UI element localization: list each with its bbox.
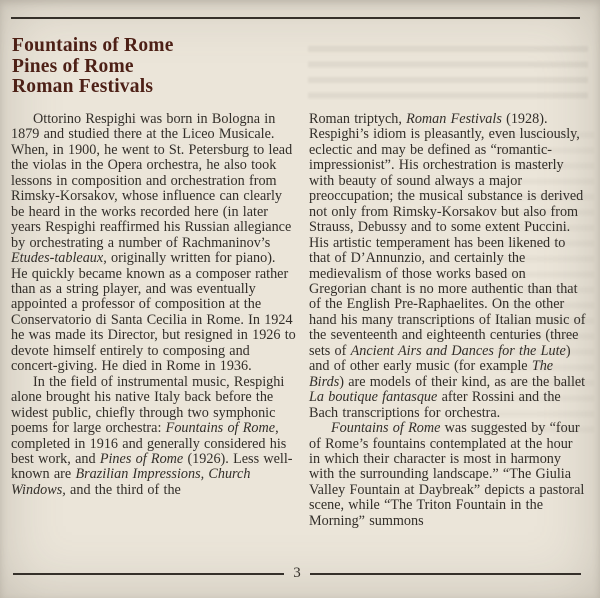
text-run: was suggested by “four of Rome’s fountains contemplated at the hour in which their character is most in harmony with the surrounding landscape.” “The Giulia Valley Fountain at Daybreak” depicts a pastoral scene, while “The Triton Fountain in the Morning” summons [309, 420, 585, 529]
text-run: Ottorino Respighi was born in Bologna in 1879 and studied there at the Liceo Musicale. When, in 1900, he went to St. Petersburg to lead the violas in the Opera orchestra, he also took lessons in composition and orchestration from Rimsky-Korsakov, whose influence can clearly be heard in the works recorded here (in later years Respighi reaffirmed his Russian allegiance by orchestrating a number of Rachmaninov’s [11, 111, 293, 251]
paragraph [11, 375, 296, 499]
text-run: ) and of other early music (for example [309, 342, 571, 375]
italic-text-run: Fountains of Rome [165, 420, 276, 437]
text-run: (1926). Less well-known are [11, 450, 293, 483]
italic-text-run: Roman Festivals [406, 111, 502, 127]
title-line-3: Roman Festivals [12, 76, 154, 97]
italic-text-run: Etudes-tableaux [11, 250, 104, 267]
title-line-2: Pines of Rome [12, 55, 134, 77]
italic-text-run: Church Windows, [11, 466, 251, 498]
text-run: In the field of instrumental music, Respighi alone brought his native Italy back before the widest public, chiefly through two symphonic poems for large orchestra: [11, 373, 285, 437]
page-title [12, 36, 174, 98]
text-run: , originally written for piano). He quickly became known as a composer rather than as a string player, and was eventually appointed a professor of composition at the Conservatorio di Santa Cecilia in Rome. In 1924 he was made its Director, but resigned in 1926 to devote himself entirely to composing and concert-giving. He died in Rome in 1936. [11, 250, 296, 375]
footer-rule-right [310, 573, 581, 575]
text-columns [11, 112, 586, 529]
italic-text-run: Ancient Airs and Dances for the Lute [350, 342, 566, 359]
page-number: 3 [293, 564, 301, 581]
paragraph [11, 112, 296, 375]
italic-text-run: Brazilian Impressions, [75, 466, 205, 483]
text-run: ) are models of their kind, as are the ballet [339, 373, 586, 390]
text-run: Roman triptych, [309, 111, 407, 127]
top-rule [11, 17, 580, 19]
text-run: and the third of the [65, 481, 181, 498]
paragraph [309, 421, 586, 529]
text-run: after Rossini and the Bach transcriptions for orchestra. [309, 389, 561, 421]
italic-text-run: La boutique fantasque [309, 389, 438, 406]
italic-text-run: The Birds [309, 358, 554, 390]
footer-rule-left [13, 573, 284, 575]
showthrough-artifact-top [308, 42, 588, 108]
italic-text-run: Fountains of Rome [331, 420, 441, 437]
italic-text-run: Pines of Rome [99, 450, 184, 467]
title-line-1: Fountains of Rome [12, 35, 174, 56]
paragraph [309, 112, 586, 421]
column-left [11, 112, 296, 529]
page-footer [13, 566, 581, 582]
text-run: (1928). Respighi’s idiom is pleasantly, even lusciously, eclectic and may be defined as “romantic-impressionist”. His orchestration is masterly with beauty of sound always a major preoccupation; the musical substance is derived not only from Rimsky-Korsakov but also from Strauss, Debussy and to some extent Puccini. His artistic temperament has been likened to that of D’Annunzio, and certainly the medievalism of those works based on Gregorian chant is no more authentic than that of the English Pre-Raphaelites. On the other hand his many transcriptions of Italian music of the seventeenth and eighteenth centuries (three sets of [309, 111, 586, 359]
text-run: , completed in 1916 and generally considered his best work, and [11, 420, 287, 467]
column-right [309, 112, 586, 529]
